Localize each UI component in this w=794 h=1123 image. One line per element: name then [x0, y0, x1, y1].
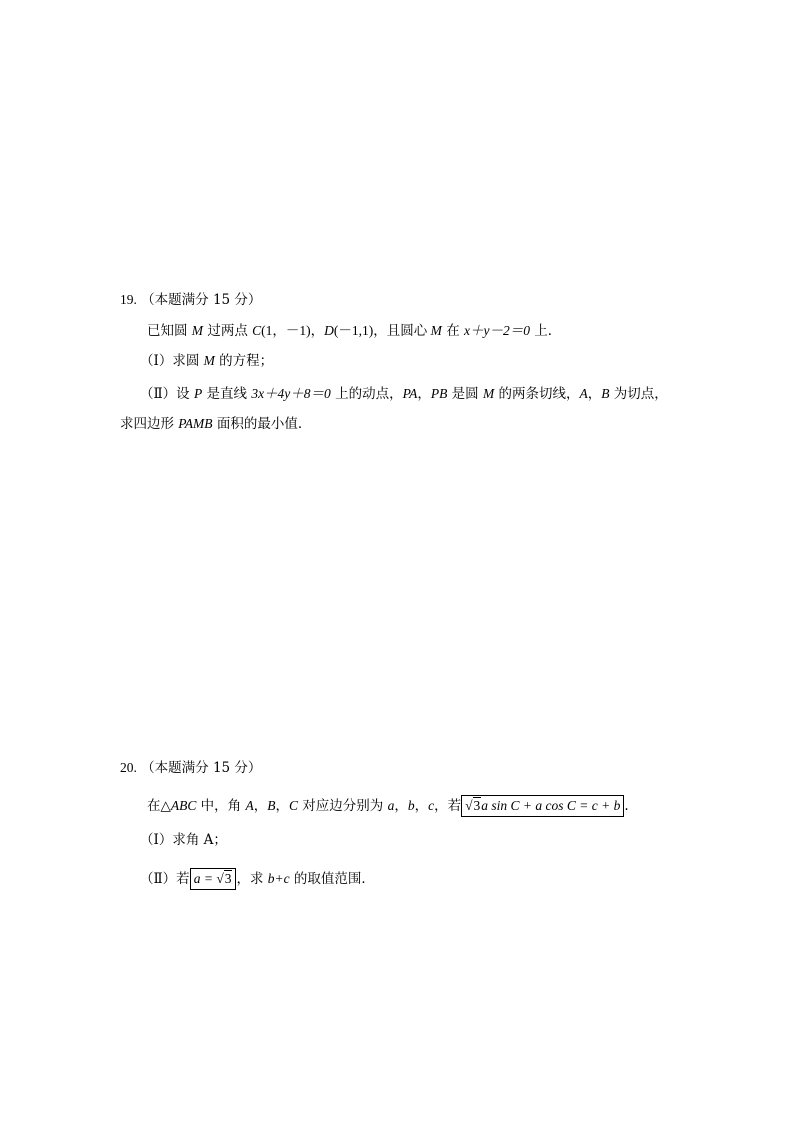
q20-stem-text: ，	[394, 798, 408, 814]
q19-part2-text: 是圆	[447, 386, 483, 402]
q19-stem	[147, 322, 561, 340]
q19-part2-line-eq: 3x＋4y＋8＝0	[251, 386, 331, 401]
q19-part2-text: 是直线	[202, 386, 252, 402]
q20-part1-text: （Ⅰ）求角 A；	[140, 832, 227, 848]
q19-point-d-coord: (－1,1)，且圆心	[333, 323, 431, 338]
q20-part2	[140, 868, 375, 890]
q19-part2-p: P	[193, 386, 203, 401]
q19-part2b-text: 面积的最小值．	[212, 416, 312, 432]
q19-part2-text: （Ⅱ）设	[140, 386, 194, 402]
q19-score: （本题满分 15 分）	[141, 292, 262, 308]
q19-part2-text: 的两条切线，	[494, 386, 580, 402]
sqrt-symbol: √3	[216, 871, 232, 886]
q20-sqrt-radicand: 3	[473, 798, 481, 813]
q19-part2-a: A	[579, 386, 588, 401]
q19-stem-text: 过两点	[203, 323, 253, 339]
q20-angle-c: C	[288, 798, 298, 813]
q20-stem-text: .	[624, 798, 629, 814]
q19-part2-pa: PA	[402, 386, 418, 401]
q19-number: 19.	[120, 292, 137, 307]
q20-a-eq: a =	[193, 871, 217, 886]
q19-part2-cont	[120, 415, 311, 433]
q20-angle-a: A	[245, 798, 254, 813]
q20-angle-b: B	[267, 798, 276, 813]
q20-stem-text: 对应边分别为	[298, 798, 388, 814]
q20-stem-text: ，若	[434, 798, 462, 814]
q20-number: 20.	[120, 760, 137, 775]
q20-stem-text: 中，角	[196, 798, 246, 814]
q20-side-a: a	[387, 798, 395, 813]
q19-point-d: D	[324, 323, 334, 338]
q20-stem-text: ，	[414, 798, 429, 814]
q19-part2-pb: PB	[430, 386, 448, 401]
q20-part2-text: （Ⅱ）若	[140, 871, 190, 887]
q20-part2-text: 的取值范围．	[289, 871, 375, 887]
q19-part2-text: 上的动点，	[330, 386, 403, 402]
q19-part1-m: M	[203, 353, 215, 368]
q19-center-line-eq: x＋y－2＝0	[464, 323, 530, 338]
q19-stem-text: 在	[441, 323, 464, 339]
q19-stem-text: 上．	[529, 323, 562, 339]
q20-a-value-box	[190, 868, 237, 890]
q20-triangle-abc: ABC	[170, 798, 197, 813]
q19-stem-m: M	[191, 323, 204, 338]
q20-stem	[147, 795, 629, 817]
q20-b-plus-c: b+c	[267, 871, 290, 886]
q19-part2-text: ，	[417, 386, 431, 402]
q19-point-c: C	[252, 323, 262, 338]
q20-stem-text: 在△	[147, 798, 171, 814]
q20-header	[120, 759, 261, 777]
q19-part2	[140, 385, 668, 403]
q20-condition-formula: a sin C + a cos C = c + b	[481, 798, 621, 813]
q20-part1	[140, 831, 227, 849]
q19-part2b-text: 求四边形	[120, 416, 179, 432]
q19-point-c-coord: (1，－1)，	[261, 323, 325, 338]
q20-score: （本题满分 15 分）	[141, 760, 262, 776]
q20-condition-formula-box	[461, 795, 624, 817]
q20-side-c: c	[428, 798, 435, 813]
q19-part1-text: （Ⅰ）求圆	[140, 353, 204, 369]
q19-stem-text: 已知圆	[147, 323, 192, 339]
q19-part2-m: M	[482, 386, 495, 401]
q20-a-radicand: 3	[224, 871, 232, 886]
q20-stem-text: ，	[253, 798, 268, 814]
q20-part2-text: ，求	[236, 871, 268, 887]
q19-stem-m: M	[430, 323, 442, 338]
q19-part2b-pamb: PAMB	[178, 416, 213, 431]
q19-header	[120, 291, 261, 309]
q20-stem-text: ，	[275, 798, 289, 814]
q19-part1	[140, 352, 273, 370]
q20-side-b: b	[407, 798, 415, 813]
sqrt-symbol: √3	[465, 798, 481, 813]
q19-part1-text: 的方程；	[214, 353, 274, 369]
q19-part2-b: B	[601, 386, 610, 401]
q19-part2-text: ，	[587, 386, 602, 402]
q19-part2-text: 为切点，	[609, 386, 668, 402]
